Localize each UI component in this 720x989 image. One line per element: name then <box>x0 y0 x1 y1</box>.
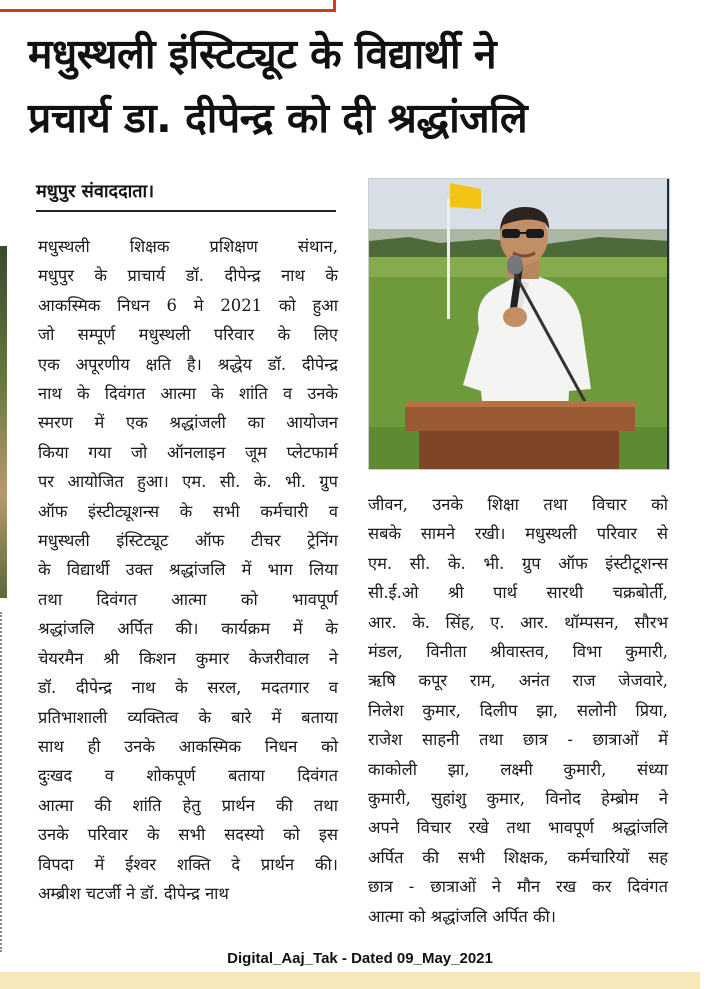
headline-line-2: प्रचार्य डा. दीपेन्द्र को दी श्रद्धांजलि <box>28 94 528 142</box>
article-line: नाथ के दिवंगत आत्मा के शांति व उनके <box>38 384 338 404</box>
article-line: सी.ई.ओ श्री पार्थ सारथी चक्रबोर्ती, <box>368 583 668 603</box>
article-line: आकस्मिक निधन 6 मे 2021 को हुआ <box>38 295 338 315</box>
article-column-right <box>368 490 668 931</box>
header-frame <box>0 0 336 12</box>
article-line: राजेश साहनी तथा छात्र - छात्राओं में <box>368 730 668 750</box>
article-line: किया गया जो ऑनलाइन जूम प्लेटफार्म <box>38 442 338 462</box>
headline-line-1: मधुस्थली इंस्टिट्यूट के विद्यार्थी ने <box>28 30 497 78</box>
article-line: निलेश कुमार, दिलीप झा, सलोनी प्रिया, <box>368 700 668 720</box>
byline-rule <box>36 210 336 212</box>
article-line: अपने विचार रखे तथा भावपूर्ण श्रद्धांजलि <box>368 818 668 838</box>
article-line: तथा दिवंगत आत्मा को भावपूर्ण <box>38 589 338 609</box>
article-line: सबके सामने रखी। मधुस्थली परिवार से <box>368 524 668 544</box>
article-line: पर आयोजित हुआ। एम. सी. के. भी. ग्रुप <box>38 472 338 492</box>
article-line: ऋषि कपूर राम, अनंत राज जेजवारे, <box>368 671 668 691</box>
article-line: मधुस्थली शिक्षक प्रशिक्षण संथान, <box>38 237 338 256</box>
article-column-left <box>38 232 338 908</box>
article-line: मधुस्थली इंस्टिट्यूट ऑफ टीचर ट्रेनिंग <box>38 531 338 551</box>
article-line: एक अपूरणीय क्षति है। श्रद्धेय डॉ. दीपेन्द्र <box>38 354 338 374</box>
article-line: जो सम्पूर्ण मधुस्थली परिवार के लिए <box>38 325 338 345</box>
article-line: अम्ब्रीश चटर्जी ने डॉ. दीपेन्द्र नाथ <box>38 883 229 903</box>
article-line: छात्र - छात्राओं ने मौन रख कर दिवंगत <box>368 877 668 897</box>
article-line: कुमारी, सुहांशु कुमार, विनोद हेम्ब्रोम ने <box>368 789 668 809</box>
adjacent-photo-strip <box>0 246 7 598</box>
article-line: प्रतिभाशाली व्यक्तित्व के बारे में बताया <box>38 707 338 727</box>
article-line: उनके परिवार के सभी सदस्यो को इस <box>38 825 338 845</box>
column-edge-marks <box>0 612 8 952</box>
article-line: श्रद्धांजलि अर्पित की। कार्यक्रम में के <box>38 619 338 639</box>
article-line: आत्मा की शांति हेतु प्रार्थन की तथा <box>38 795 338 815</box>
article-line: दुःखद व शोकपूर्ण बताया दिवंगत <box>38 766 338 786</box>
byline: मधुपुर संवाददाता। <box>36 181 155 202</box>
article-line: स्मरण में एक श्रद्धांजली का आयोजन <box>38 413 338 433</box>
article-photo <box>368 178 670 470</box>
footer-band <box>0 972 700 989</box>
article-line: विपदा में ईश्वर शक्ति दे प्रार्थन की। <box>38 854 338 874</box>
article-line: काकोली झा, लक्ष्मी कुमारी, संध्या <box>368 759 668 779</box>
article-line: के विद्यार्थी उक्त श्रद्धांजलि में भाग लिया <box>38 560 338 580</box>
article-line: मंडल, विनीता श्रीवास्तव, विभा कुमारी, <box>368 642 668 662</box>
article-line: चेयरमैन श्री किशन कुमार केजरीवाल ने <box>38 648 338 668</box>
article-line: जीवन, उनके शिक्षा तथा विचार को <box>368 495 668 514</box>
article-line: साथ ही उनके आकस्मिक निधन को <box>38 736 338 756</box>
article-line: एम. सी. के. भी. ग्रुप ऑफ इंस्टीटूशन्स <box>368 553 668 573</box>
article-line: अर्पित की सभी शिक्षक, कर्मचारियों सह <box>368 847 668 867</box>
article-line: डॉ. दीपेन्द्र नाथ के सरल, मदतगार व <box>38 678 338 698</box>
speaker-photo-icon <box>369 179 670 470</box>
article-line: मधुपुर के प्राचार्य डॉ. दीपेन्द्र नाथ के <box>38 266 338 286</box>
article-line: आत्मा को श्रद्धांजलि अर्पित की। <box>368 906 557 926</box>
headline <box>28 22 688 150</box>
source-credit: Digital_Aaj_Tak - Dated 09_May_2021 <box>227 950 493 967</box>
article-line: ऑफ इंस्टीट्यूशन्स के सभी कर्मचारी व <box>38 501 338 521</box>
article-line: आर. के. सिंह, ए. आर. थॉम्पसन, सौरभ <box>368 612 668 632</box>
